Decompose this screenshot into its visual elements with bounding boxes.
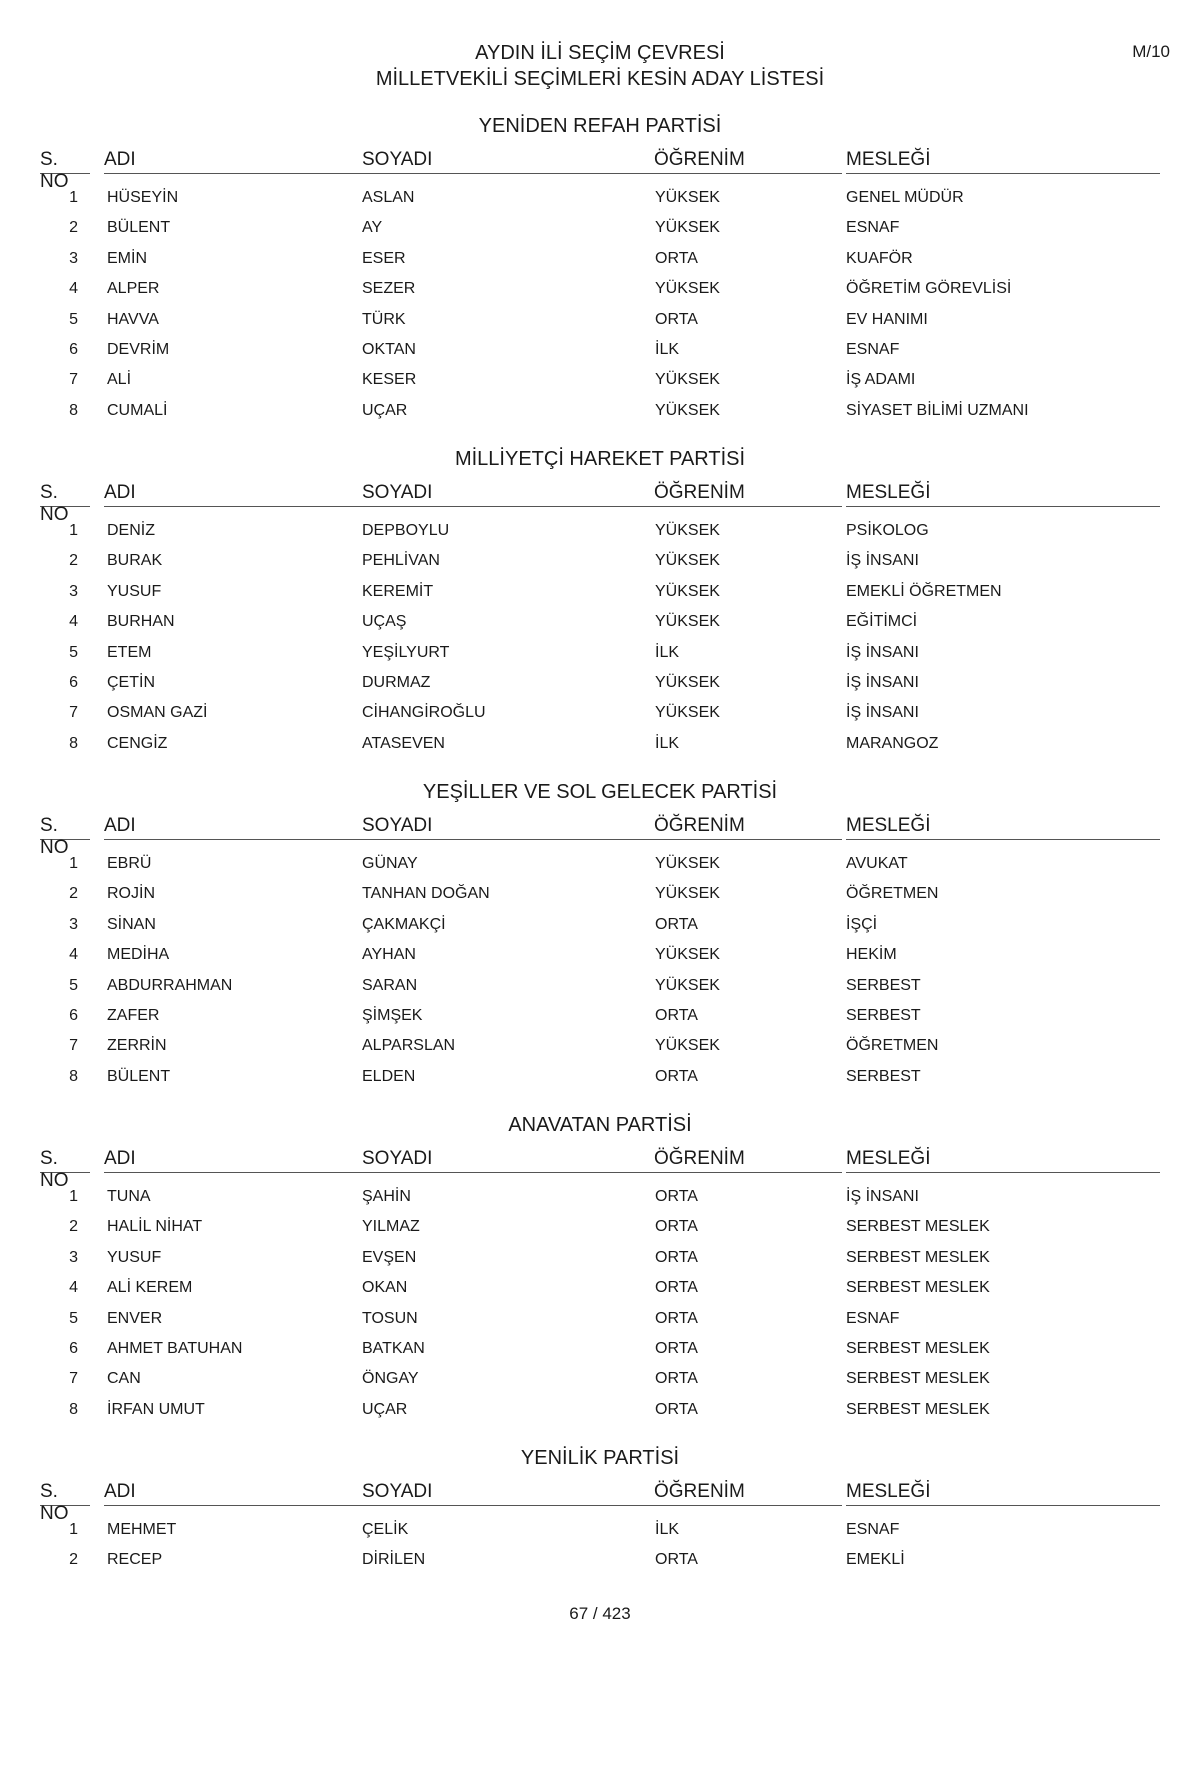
cell-sno: 7 xyxy=(69,371,78,389)
cell-ogrenim: YÜKSEK xyxy=(655,673,720,691)
column-header-soyadi: SOYADI xyxy=(362,482,692,507)
cell-adi: BURHAN xyxy=(107,613,175,631)
table-row xyxy=(40,1182,1160,1212)
cell-adi: ZERRİN xyxy=(107,1037,167,1055)
cell-soyadi: ESER xyxy=(362,249,406,267)
cell-adi: İRFAN UMUT xyxy=(107,1400,205,1418)
cell-sno: 1 xyxy=(69,855,78,872)
cell-sno: 4 xyxy=(69,1279,78,1297)
cell-adi: MEHMET xyxy=(107,1521,177,1538)
document-header xyxy=(0,40,1200,92)
cell-adi: BÜLENT xyxy=(107,1067,171,1085)
cell-soyadi: YEŞİLYURT xyxy=(362,643,450,661)
cell-ogrenim: YÜKSEK xyxy=(655,582,720,600)
cell-sno: 4 xyxy=(69,280,78,298)
cell-sno: 5 xyxy=(69,1309,78,1327)
cell-soyadi: DİRİLEN xyxy=(362,1551,426,1569)
column-header-soyadi: SOYADI xyxy=(362,815,692,840)
column-header-adi: ADI xyxy=(104,149,394,174)
cell-sno: 8 xyxy=(69,1400,78,1418)
cell-meslegi: SİYASET BİLİMİ UZMANI xyxy=(846,401,1029,419)
table-header-row xyxy=(40,815,1160,858)
cell-ogrenim: YÜKSEK xyxy=(655,946,720,964)
cell-adi: HALİL NİHAT xyxy=(107,1218,203,1236)
cell-soyadi: CİHANGİROĞLU xyxy=(362,704,486,722)
cell-meslegi: PSİKOLOG xyxy=(846,522,929,539)
table-body xyxy=(40,1182,1160,1425)
page-code: M/10 xyxy=(1132,42,1170,61)
cell-soyadi: OKTAN xyxy=(362,340,416,358)
cell-sno: 3 xyxy=(69,915,78,933)
cell-soyadi: PEHLİVAN xyxy=(362,552,440,570)
table-row xyxy=(40,1062,1160,1092)
cell-soyadi: KEREMİT xyxy=(362,582,434,600)
party-title: YENİLİK PARTİSİ xyxy=(520,1447,680,1469)
cell-meslegi: ESNAF xyxy=(846,1309,900,1327)
cell-ogrenim: YÜKSEK xyxy=(655,552,720,570)
cell-soyadi: ATASEVEN xyxy=(362,734,445,752)
cell-ogrenim: İLK xyxy=(655,1521,680,1538)
cell-ogrenim: İLK xyxy=(655,643,680,661)
cell-meslegi: EV HANIMI xyxy=(846,310,928,328)
cell-meslegi: KUAFÖR xyxy=(846,249,913,267)
cell-meslegi: SERBEST MESLEK xyxy=(846,1400,990,1418)
column-header-meslegi: MESLEĞİ xyxy=(846,482,1160,507)
cell-meslegi: ÖĞRETMEN xyxy=(846,1037,939,1055)
party-title: MİLLİYETÇİ HAREKET PARTİSİ xyxy=(454,448,746,470)
cell-meslegi: İŞ İNSANI xyxy=(846,1188,919,1205)
cell-ogrenim: ORTA xyxy=(655,1188,698,1205)
cell-soyadi: ŞİMŞEK xyxy=(362,1006,423,1024)
cell-sno: 7 xyxy=(69,1370,78,1388)
cell-ogrenim: ORTA xyxy=(655,1400,698,1418)
cell-meslegi: İŞ İNSANI xyxy=(846,673,919,691)
table-row xyxy=(40,1243,1160,1273)
cell-meslegi: SERBEST MESLEK xyxy=(846,1339,990,1357)
cell-ogrenim: YÜKSEK xyxy=(655,855,720,872)
column-header-sno: S. NO xyxy=(40,149,90,174)
cell-meslegi: İŞ İNSANI xyxy=(846,552,919,570)
cell-meslegi: MARANGOZ xyxy=(846,734,939,752)
table-row xyxy=(40,668,1160,698)
cell-adi: YUSUF xyxy=(107,1248,162,1266)
cell-soyadi: TOSUN xyxy=(362,1309,418,1327)
cell-meslegi: İŞ ADAMI xyxy=(846,371,916,389)
cell-soyadi: BATKAN xyxy=(362,1339,425,1357)
cell-adi: EMİN xyxy=(107,249,147,267)
cell-adi: ZAFER xyxy=(107,1006,160,1024)
table-row xyxy=(40,1304,1160,1334)
cell-soyadi: ÖNGAY xyxy=(362,1370,419,1388)
cell-ogrenim: ORTA xyxy=(655,1248,698,1266)
column-header-sno: S. NO xyxy=(40,1481,90,1506)
party-section xyxy=(0,113,1200,446)
cell-sno: 8 xyxy=(69,401,78,419)
table-row xyxy=(40,1031,1160,1061)
column-header-adi: ADI xyxy=(104,1148,394,1173)
party-section xyxy=(0,779,1200,1112)
cell-meslegi: İŞ İNSANI xyxy=(846,704,919,722)
cell-soyadi: UÇAR xyxy=(362,401,408,419)
cell-adi: ALİ xyxy=(107,371,132,389)
table-body xyxy=(40,1515,1160,1576)
cell-soyadi: DEPBOYLU xyxy=(362,522,450,539)
table-header-row xyxy=(40,1481,1160,1524)
cell-adi: ÇETİN xyxy=(107,673,155,691)
cell-meslegi: ESNAF xyxy=(846,340,900,358)
cell-ogrenim: YÜKSEK xyxy=(655,371,720,389)
party-section xyxy=(0,446,1200,779)
cell-sno: 6 xyxy=(69,1339,78,1357)
column-header-adi: ADI xyxy=(104,815,394,840)
cell-meslegi: EĞİTİMCİ xyxy=(846,613,918,631)
cell-meslegi: İŞÇİ xyxy=(846,915,878,933)
cell-adi: ETEM xyxy=(107,643,152,661)
cell-ogrenim: ORTA xyxy=(655,1370,698,1388)
cell-ogrenim: ORTA xyxy=(655,310,698,328)
cell-soyadi: ŞAHİN xyxy=(362,1188,411,1205)
cell-soyadi: ÇELİK xyxy=(362,1521,409,1538)
cell-sno: 6 xyxy=(69,1006,78,1024)
cell-adi: HAVVA xyxy=(107,310,159,328)
cell-ogrenim: YÜKSEK xyxy=(655,219,720,237)
cell-sno: 5 xyxy=(69,976,78,994)
table-header-row xyxy=(40,1148,1160,1191)
cell-soyadi: OKAN xyxy=(362,1279,408,1297)
column-header-soyadi: SOYADI xyxy=(362,1481,692,1506)
cell-ogrenim: İLK xyxy=(655,734,680,752)
cell-ogrenim: YÜKSEK xyxy=(655,976,720,994)
table-row xyxy=(40,1212,1160,1242)
table-row xyxy=(40,698,1160,728)
cell-adi: TUNA xyxy=(107,1188,151,1205)
cell-sno: 8 xyxy=(69,1067,78,1085)
cell-ogrenim: ORTA xyxy=(655,1551,698,1569)
cell-ogrenim: ORTA xyxy=(655,249,698,267)
cell-meslegi: ÖĞRETMEN xyxy=(846,885,939,903)
cell-ogrenim: YÜKSEK xyxy=(655,613,720,631)
cell-adi: AHMET BATUHAN xyxy=(107,1339,243,1357)
cell-soyadi: UÇAŞ xyxy=(362,613,407,631)
table-row xyxy=(40,577,1160,607)
cell-sno: 7 xyxy=(69,1037,78,1055)
cell-soyadi: TÜRK xyxy=(362,310,406,328)
cell-sno: 2 xyxy=(69,552,78,570)
table-row xyxy=(40,274,1160,304)
cell-adi: DENİZ xyxy=(107,522,155,539)
cell-ogrenim: YÜKSEK xyxy=(655,1037,720,1055)
cell-sno: 7 xyxy=(69,704,78,722)
cell-meslegi: AVUKAT xyxy=(846,855,908,872)
cell-meslegi: SERBEST xyxy=(846,976,921,994)
cell-soyadi: KESER xyxy=(362,371,417,389)
cell-adi: BURAK xyxy=(107,552,163,570)
cell-ogrenim: YÜKSEK xyxy=(655,885,720,903)
column-header-meslegi: MESLEĞİ xyxy=(846,815,1160,840)
cell-sno: 1 xyxy=(69,189,78,206)
cell-sno: 6 xyxy=(69,673,78,691)
cell-adi: ROJİN xyxy=(107,885,155,903)
table-row xyxy=(40,305,1160,335)
column-header-sno: S. NO xyxy=(40,482,90,507)
cell-ogrenim: ORTA xyxy=(655,1218,698,1236)
column-header-adi: ADI xyxy=(104,482,394,507)
column-header-sno: S. NO xyxy=(40,1148,90,1173)
cell-sno: 1 xyxy=(69,522,78,539)
cell-adi: SİNAN xyxy=(107,915,156,933)
cell-sno: 3 xyxy=(69,249,78,267)
cell-ogrenim: ORTA xyxy=(655,1006,698,1024)
table-header-row xyxy=(40,482,1160,525)
column-header-ogrenim: ÖĞRENİM xyxy=(654,482,842,507)
cell-soyadi: SEZER xyxy=(362,280,416,298)
cell-adi: CENGİZ xyxy=(107,734,168,752)
cell-sno: 6 xyxy=(69,340,78,358)
column-header-ogrenim: ÖĞRENİM xyxy=(654,1481,842,1506)
cell-meslegi: ESNAF xyxy=(846,1521,900,1538)
cell-sno: 5 xyxy=(69,310,78,328)
cell-ogrenim: ORTA xyxy=(655,1279,698,1297)
cell-sno: 4 xyxy=(69,946,78,964)
table-body xyxy=(40,183,1160,426)
table-row xyxy=(40,546,1160,576)
cell-meslegi: EMEKLİ ÖĞRETMEN xyxy=(846,582,1002,600)
column-header-soyadi: SOYADI xyxy=(362,149,692,174)
table-row xyxy=(40,607,1160,637)
cell-adi: BÜLENT xyxy=(107,219,171,237)
cell-sno: 2 xyxy=(69,1218,78,1236)
table-row xyxy=(40,1001,1160,1031)
cell-meslegi: İŞ İNSANI xyxy=(846,643,919,661)
cell-adi: ALPER xyxy=(107,280,160,298)
table-row xyxy=(40,910,1160,940)
table-row xyxy=(40,940,1160,970)
table-body xyxy=(40,849,1160,1092)
party-title: YEŞİLLER VE SOL GELECEK PARTİSİ xyxy=(422,781,778,803)
table-row xyxy=(40,638,1160,668)
table-row xyxy=(40,1515,1160,1545)
cell-sno: 1 xyxy=(69,1521,78,1538)
table-row xyxy=(40,516,1160,546)
cell-meslegi: SERBEST MESLEK xyxy=(846,1279,990,1297)
table-header-row xyxy=(40,149,1160,192)
table-row xyxy=(40,213,1160,243)
cell-sno: 1 xyxy=(69,1188,78,1205)
column-header-ogrenim: ÖĞRENİM xyxy=(654,815,842,840)
cell-soyadi: GÜNAY xyxy=(362,855,418,872)
cell-sno: 2 xyxy=(69,219,78,237)
cell-adi: YUSUF xyxy=(107,582,162,600)
column-header-meslegi: MESLEĞİ xyxy=(846,149,1160,174)
cell-soyadi: ASLAN xyxy=(362,189,415,206)
party-title: ANAVATAN PARTİSİ xyxy=(508,1114,692,1136)
table-row xyxy=(40,183,1160,213)
cell-soyadi: TANHAN DOĞAN xyxy=(362,885,490,903)
cell-soyadi: ELDEN xyxy=(362,1067,416,1085)
cell-sno: 3 xyxy=(69,1248,78,1266)
table-row xyxy=(40,335,1160,365)
column-header-ogrenim: ÖĞRENİM xyxy=(654,1148,842,1173)
table-row xyxy=(40,365,1160,395)
cell-meslegi: SERBEST MESLEK xyxy=(846,1248,990,1266)
cell-meslegi: SERBEST xyxy=(846,1067,921,1085)
cell-adi: EBRÜ xyxy=(107,855,152,872)
cell-soyadi: EVŞEN xyxy=(362,1248,417,1266)
table-row xyxy=(40,1364,1160,1394)
table-row xyxy=(40,1545,1160,1575)
cell-adi: ALİ KEREM xyxy=(107,1279,193,1297)
cell-soyadi: SARAN xyxy=(362,976,418,994)
cell-meslegi: ÖĞRETİM GÖREVLİSİ xyxy=(846,280,1012,298)
cell-meslegi: ESNAF xyxy=(846,219,900,237)
page-number: 67 / 423 xyxy=(569,1604,631,1623)
cell-adi: CUMALİ xyxy=(107,401,168,419)
cell-sno: 8 xyxy=(69,734,78,752)
cell-meslegi: HEKİM xyxy=(846,946,897,964)
table-row xyxy=(40,971,1160,1001)
cell-soyadi: YILMAZ xyxy=(362,1218,420,1236)
cell-adi: RECEP xyxy=(107,1551,163,1569)
column-header-soyadi: SOYADI xyxy=(362,1148,692,1173)
cell-adi: MEDİHA xyxy=(107,946,170,964)
column-header-adi: ADI xyxy=(104,1481,394,1506)
table-row xyxy=(40,1395,1160,1425)
cell-adi: DEVRİM xyxy=(107,340,170,358)
cell-ogrenim: İLK xyxy=(655,340,680,358)
party-sections xyxy=(0,113,1200,1778)
cell-adi: ENVER xyxy=(107,1309,163,1327)
column-header-sno: S. NO xyxy=(40,815,90,840)
cell-meslegi: SERBEST MESLEK xyxy=(846,1218,990,1236)
party-section xyxy=(0,1112,1200,1445)
cell-ogrenim: ORTA xyxy=(655,1309,698,1327)
table-row xyxy=(40,1273,1160,1303)
cell-ogrenim: ORTA xyxy=(655,1339,698,1357)
cell-ogrenim: YÜKSEK xyxy=(655,280,720,298)
table-row xyxy=(40,244,1160,274)
cell-adi: HÜSEYİN xyxy=(107,189,179,206)
cell-meslegi: SERBEST xyxy=(846,1006,921,1024)
cell-sno: 2 xyxy=(69,1551,78,1569)
cell-sno: 5 xyxy=(69,643,78,661)
cell-adi: ABDURRAHMAN xyxy=(107,976,233,994)
cell-soyadi: ÇAKMAKÇİ xyxy=(362,915,446,933)
table-row xyxy=(40,729,1160,759)
cell-soyadi: DURMAZ xyxy=(362,673,431,691)
cell-ogrenim: YÜKSEK xyxy=(655,401,720,419)
table-row xyxy=(40,1334,1160,1364)
cell-meslegi: EMEKLİ xyxy=(846,1551,905,1569)
cell-adi: OSMAN GAZİ xyxy=(107,704,208,722)
party-title: YENİDEN REFAH PARTİSİ xyxy=(478,115,722,137)
cell-ogrenim: ORTA xyxy=(655,1067,698,1085)
cell-meslegi: GENEL MÜDÜR xyxy=(846,189,964,206)
header-title-line-1: AYDIN İLİ SEÇİM ÇEVRESİ xyxy=(475,42,725,64)
column-header-ogrenim: ÖĞRENİM xyxy=(654,149,842,174)
column-header-meslegi: MESLEĞİ xyxy=(846,1481,1160,1506)
cell-ogrenim: ORTA xyxy=(655,915,698,933)
cell-sno: 3 xyxy=(69,582,78,600)
cell-soyadi: ALPARSLAN xyxy=(362,1037,456,1055)
cell-soyadi: AYHAN xyxy=(362,946,416,964)
cell-ogrenim: YÜKSEK xyxy=(655,189,720,206)
table-row xyxy=(40,849,1160,879)
cell-sno: 2 xyxy=(69,885,78,903)
column-header-meslegi: MESLEĞİ xyxy=(846,1148,1160,1173)
cell-meslegi: SERBEST MESLEK xyxy=(846,1370,990,1388)
cell-ogrenim: YÜKSEK xyxy=(655,522,720,539)
cell-soyadi: UÇAR xyxy=(362,1400,408,1418)
cell-adi: CAN xyxy=(107,1370,141,1388)
table-row xyxy=(40,396,1160,426)
cell-ogrenim: YÜKSEK xyxy=(655,704,720,722)
table-row xyxy=(40,879,1160,909)
table-body xyxy=(40,516,1160,759)
header-title-line-2: MİLLETVEKİLİ SEÇİMLERİ KESİN ADAY LİSTESİ xyxy=(375,68,825,90)
cell-soyadi: AY xyxy=(362,219,383,237)
cell-sno: 4 xyxy=(69,613,78,631)
